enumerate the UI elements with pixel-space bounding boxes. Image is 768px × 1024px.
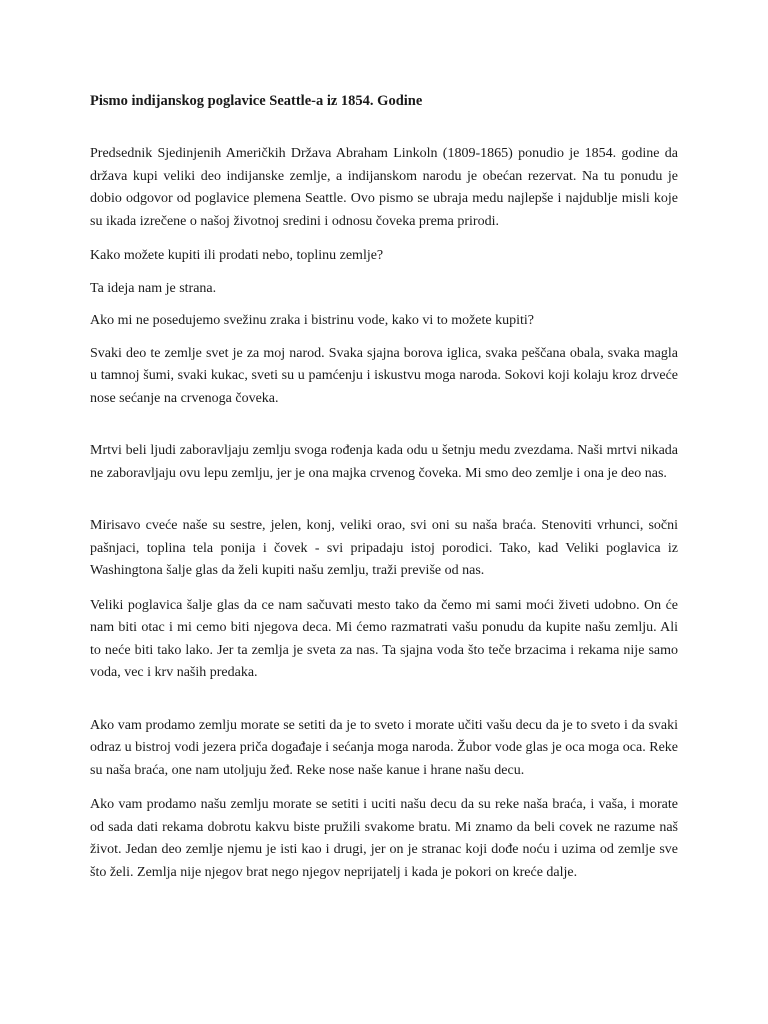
paragraph-question-sky: Kako možete kupiti ili prodati nebo, toplinu zemlje? [90, 248, 384, 263]
paragraph-rivers-brothers: Ako vam prodamo našu zemlju morate se setiti i uciti našu decu da su reke naša braća, i vaša, i morate od sada dati rekama dobrotu kakvu biste pružili svakome bratu. Mi znamo da beli covek ne razume naš život. Jedan deo zemlje njemu je isti kao i drugi, jer on je stranac koji dođe noću i uzima od zemlje sve što želi. Zemlja nije njegov brat nego njegov neprijatelj i kada je pokori on kreće dalje. [90, 797, 678, 880]
paragraph-intro: Predsednik Sjedinjenih Američkih Država Abraham Linkoln (1809-1865) ponudio je 1854. godine da država kupi veliki deo indijanske zemlje, a indijanskom narodu je obećan rezervat. Na tu ponudu je dobio odgovor od poglavice plemena Seattle. Ovo pismo se ubraja medu najlepše i najdublje misli koje su ikada izrečene o našoj životnoj sredini i odnosu čoveka prema prirodi. [90, 146, 678, 229]
document-page [90, 90, 678, 894]
paragraph-dead: Mrtvi beli ljudi zaboravljaju zemlju svoga rođenja kada odu u šetnju medu zvezdama. Naši mrtvi nikada ne zaboravljaju ovu lepu zemlju, jer je ona majka crvenog čoveka. Mi smo deo zemlje i ona je deo nas. [90, 443, 678, 481]
paragraph-idea-strange: Ta ideja nam je strana. [90, 280, 217, 296]
paragraph-sell-land: Ako vam prodamo zemlju morate se setiti da je to sveto i morate učiti vašu decu da je to sveto i da svaki odraz u bistroj vodi jezera priča događaje i sećanja moga naroda. Žubor vode glas je oca moga oca. Reke su naša braća, one nam utoljuju žeđ. Reke nose naše kanue i hrane našu decu. [90, 717, 678, 778]
paragraph-great-chief: Veliki poglavica šalje glas da ce nam sačuvati mesto tako da čemo mi sami moći živeti udobno. On će nam biti otac i mi cemo biti njegova deca. Mi ćemo razmatrati vašu ponudu da kupite našu zemlju. Ali to neće biti tako lako. Jer ta zemlja je sveta za nas. Ta sjajna voda što teče brzacima i rekama nije samo voda, vec i krv naših predaka. [90, 597, 678, 680]
paragraph-sacred-land: Svaki deo te zemlje svet je za moj narod. Svaka sjajna borova iglica, svaka peščana obala, svaka magla u tamnoj šumi, svaki kukac, sveti su u pamćenju i iskustvu moga naroda. Sokovi koji kolaju kroz drveće nose sećanje na crvenoga čoveka. [90, 345, 678, 406]
document-title: Pismo indijanskog poglavice Seattle-a iz 1854. Godine [90, 93, 423, 109]
paragraph-flowers: Mirisavo cveće naše su sestre, jelen, konj, veliki orao, svi oni su naša braća. Stenoviti vrhunci, sočni pašnjaci, toplina tela ponija i čovek - svi pripadaju istoj porodici. Tako, kad Veliki poglavica iz Washingtona šalje glas da želi kupiti našu zemlju, traži previše od nas. [90, 518, 678, 578]
paragraph-question-air: Ako mi ne posedujemo svežinu zraka i bistrinu vode, kako vi to možete kupiti? [90, 313, 535, 328]
